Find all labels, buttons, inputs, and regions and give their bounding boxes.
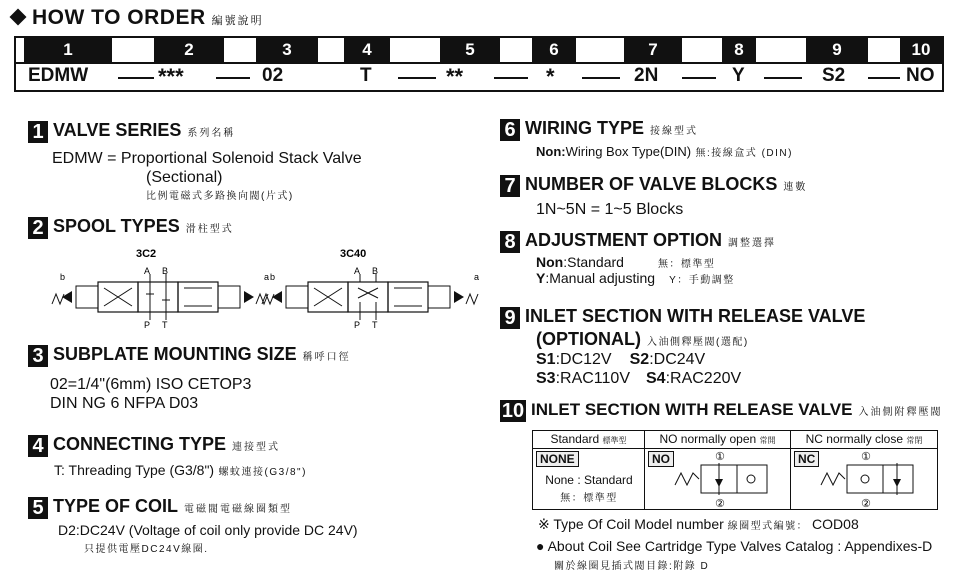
position-number: 6	[532, 38, 576, 62]
port-label: A	[144, 266, 151, 276]
section-title: ADJUSTMENT OPTION	[525, 230, 723, 250]
position-number: 9	[806, 38, 868, 62]
code-value: Y	[732, 65, 745, 86]
normally-close-valve-symbol	[817, 449, 927, 509]
section-title: SUBPLATE MOUNTING SIZE	[53, 344, 297, 364]
position-number: 2	[154, 38, 224, 62]
page-title: HOW TO ORDER 編號說明	[10, 6, 264, 30]
note-coil-model: ※ Type Of Coil Model number 線圈型式編號： COD08	[538, 516, 859, 532]
option-tag: NC	[794, 451, 819, 467]
position-number: 10	[900, 38, 942, 62]
section-number-badge: 6	[500, 119, 520, 141]
code-value: *	[546, 64, 555, 89]
section-number-badge: 3	[28, 345, 48, 367]
section-number-badge: 8	[500, 231, 520, 253]
option-tag: NO	[648, 451, 674, 467]
section-wiring-type: 6 WIRING TYPE 接線型式 Non:Wiring Box Type(DIN) 無:接線盒式 (DIN)	[500, 118, 793, 161]
section-title: WIRING TYPE	[525, 118, 645, 138]
spool-symbol-3c2	[52, 248, 269, 330]
order-code-bar	[14, 36, 944, 92]
code-value-row	[16, 62, 942, 92]
code-value: 2N	[634, 65, 659, 86]
svg-text:②: ②	[861, 497, 871, 510]
position-number: 5	[440, 38, 500, 62]
spool-label: 3C2	[136, 248, 157, 260]
port-label: A	[354, 266, 361, 276]
release-valve-table	[532, 430, 938, 510]
section-valve-blocks: 7 NUMBER OF VALVE BLOCKS 連數 1N~5N = 1~5 Blocks	[500, 174, 807, 219]
port-label: B	[162, 266, 169, 276]
table-column-standard: Standard 標準型 NONE None : Standard 無：標準型	[533, 431, 645, 509]
port-label: P	[144, 320, 151, 330]
section-title: VALVE SERIES	[53, 120, 182, 140]
section-number-badge: 2	[28, 217, 48, 239]
code-dash	[398, 77, 436, 79]
table-column-normally-close: NC normally close 常閉 NC ① ②	[791, 431, 937, 509]
diamond-icon	[10, 9, 27, 26]
section-spool-types: 2 SPOOL TYPES 滑柱型式	[28, 216, 234, 239]
note-coil-catalog-zh: 關於線圈見插式閥目錄:附錄 D	[554, 561, 710, 572]
section-type-of-coil: 5 TYPE OF COIL 電磁閥電磁線圈類型 D2:DC24V (Voltage of coil only provide DC 24V) 只提供電壓DC24V線圈.	[28, 496, 358, 555]
section-title: NUMBER OF VALVE BLOCKS	[525, 174, 778, 194]
svg-text:②: ②	[715, 497, 725, 510]
port-label: P	[354, 320, 361, 330]
side-label: b	[270, 272, 276, 282]
code-value: 02	[262, 65, 284, 86]
section-inlet-release: 10 INLET SECTION WITH RELEASE VALVE 入油側附釋壓閥	[501, 400, 943, 422]
section-number-badge: 9	[500, 307, 520, 329]
option-tag: NONE	[536, 451, 579, 467]
section-inlet-optional: 9 INLET SECTION WITH RELEASE VALVE (OPTIONAL) 入油側釋壓閥(選配) S1:DC12V S2:DC24V S3:RAC110V S4:RAC220V	[500, 306, 865, 388]
position-number: 7	[624, 38, 682, 62]
section-title: INLET SECTION WITH RELEASE VALVE	[531, 400, 853, 419]
port-label: B	[372, 266, 379, 276]
side-label: a	[474, 272, 480, 282]
section-subplate-size: 3 SUBPLATE MOUNTING SIZE 稱呼口徑 02=1/4"(6mm) ISO CETOP3 DIN NG 6 NFPA D03	[28, 344, 351, 413]
code-dash	[682, 77, 716, 79]
section-adjustment-option: 8 ADJUSTMENT OPTION 調整選擇 Non:Standard 無：標準型 Y:Manual adjusting Y：手動調整	[500, 230, 776, 286]
port-label: T	[162, 320, 168, 330]
code-value: NO	[906, 65, 935, 86]
code-value: **	[446, 64, 464, 89]
code-dash	[868, 77, 900, 79]
code-dash	[216, 77, 250, 79]
port-label: T	[372, 320, 378, 330]
section-number-badge: 10	[501, 400, 525, 422]
section-title: SPOOL TYPES	[53, 216, 180, 236]
code-dash	[764, 77, 802, 79]
section-number-badge: 1	[28, 121, 48, 143]
note-coil-catalog: ● About Coil See Cartridge Type Valves Catalog : Appendixes-D	[536, 538, 933, 554]
table-column-normally-open: NO normally open 常開 NO ① ②	[645, 431, 791, 509]
section-number-badge: 5	[28, 497, 48, 519]
spool-symbol-3c40	[262, 248, 479, 330]
code-dash	[118, 77, 154, 79]
code-value: S2	[822, 65, 846, 86]
code-value: EDMW	[28, 65, 89, 86]
section-title: TYPE OF COIL	[53, 496, 179, 516]
section-connecting-type: 4 CONNECTING TYPE 連接型式 T: Threading Type (G3/8") 螺蚊連接(G3/8")	[28, 434, 307, 480]
svg-text:①: ①	[861, 450, 871, 463]
section-title: INLET SECTION WITH RELEASE VALVE	[525, 306, 866, 326]
svg-text:①: ①	[715, 450, 725, 463]
normally-open-valve-symbol	[671, 449, 781, 509]
side-label: b	[60, 272, 66, 282]
side-label: a	[264, 272, 270, 282]
code-dash	[494, 77, 528, 79]
spool-symbols	[50, 244, 480, 330]
position-number: 8	[722, 38, 756, 62]
section-title: CONNECTING TYPE	[53, 434, 227, 454]
section-number-badge: 7	[500, 175, 520, 197]
spool-label: 3C40	[340, 248, 367, 260]
position-number: 3	[256, 38, 318, 62]
position-number: 1	[24, 38, 112, 62]
code-dash	[582, 77, 620, 79]
position-number-row	[16, 38, 942, 64]
code-value: ***	[158, 64, 184, 89]
code-value: T	[360, 65, 372, 86]
section-valve-series: 1 VALVE SERIES 系列名稱 EDMW = Proportional Solenoid Stack Valve (Sectional) 比例電磁式多路換向閥(片式)	[28, 120, 362, 202]
position-number: 4	[344, 38, 390, 62]
section-number-badge: 4	[28, 435, 48, 457]
